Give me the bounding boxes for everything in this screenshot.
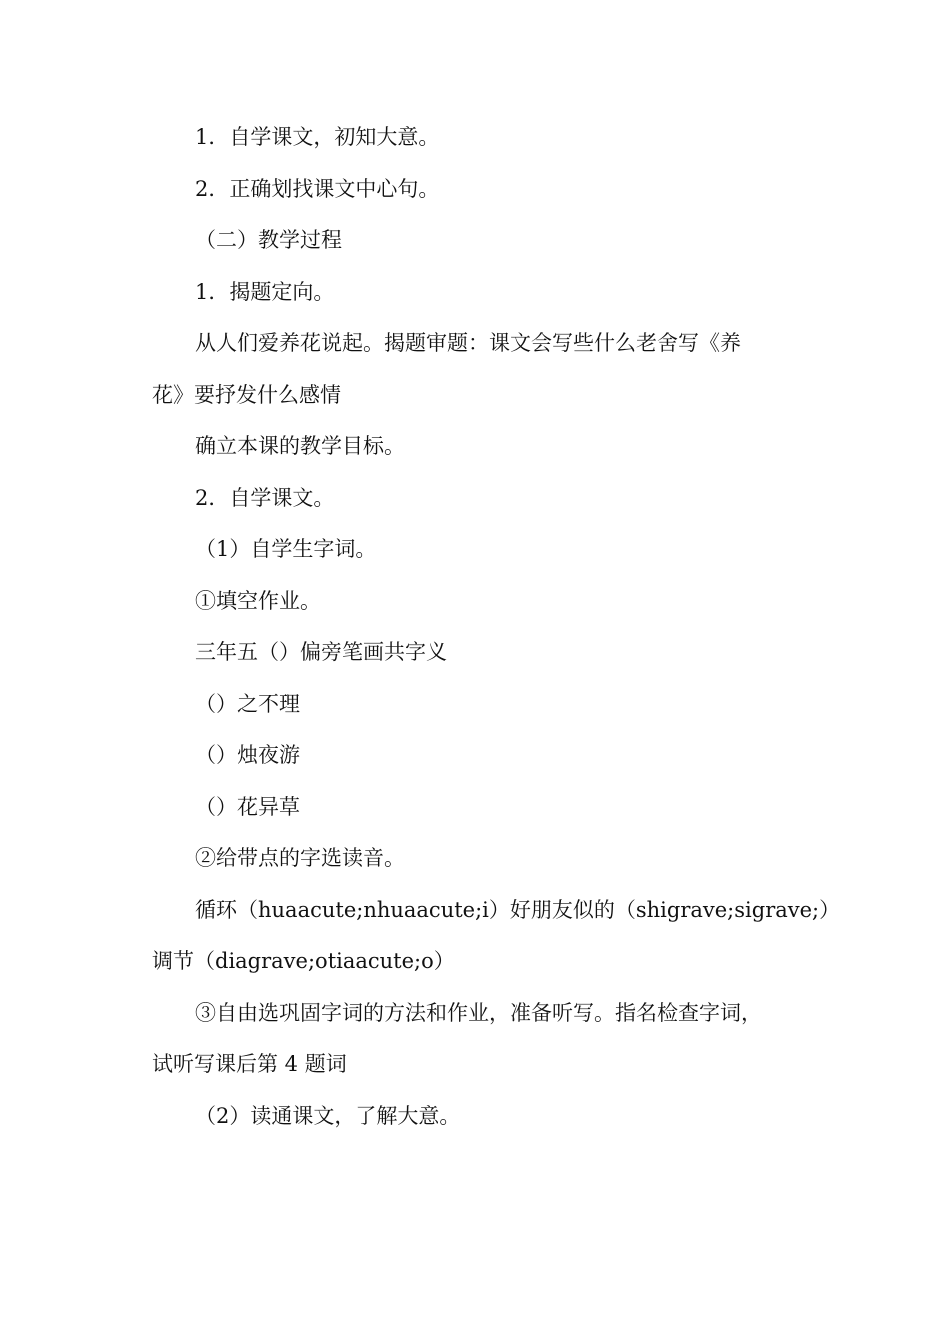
paragraph-line: （2）读通课文，了解大意。 [195, 1103, 461, 1128]
paragraph-line: （）花异草 [195, 794, 300, 819]
paragraph-line-continued: 花》要抒发什么感情 [152, 382, 341, 407]
paragraph-line: （1）自学生字词。 [195, 537, 377, 561]
document-body [152, 118, 841, 1148]
paragraph-line-continued: 调节（diagrave;otiaacute;o） [152, 949, 455, 973]
paragraph-line: ①填空作业。 [195, 588, 321, 613]
section-heading: （二）教学过程 [195, 228, 342, 252]
paragraph-line: 循环（huaacute;nhuaacute;i）好朋友似的（shigrave;sigrave;） [195, 897, 841, 922]
paragraph-line: （）之不理 [195, 691, 300, 716]
paragraph-line: ③自由选巩固字词的方法和作业，准备听写。指名检查字词， [195, 1000, 762, 1025]
paragraph-line: ②给带点的字选读音。 [195, 846, 405, 870]
paragraph-line: 2．正确划找课文中心句。 [195, 176, 440, 201]
paragraph-line: 1．自学课文，初知大意。 [195, 125, 440, 149]
paragraph-line: （）烛夜游 [195, 743, 300, 767]
paragraph-line: 三年五（）偏旁笔画共字义 [195, 640, 447, 664]
paragraph-line: 确立本课的教学目标。 [195, 434, 405, 458]
paragraph-line-continued: 试听写课后第 4 题词 [152, 1052, 347, 1076]
paragraph-line: 从人们爱养花说起。揭题审题：课文会写些什么老舍写《养 [195, 331, 741, 355]
paragraph-line: 2．自学课文。 [195, 485, 335, 510]
paragraph-line: 1．揭题定向。 [195, 279, 335, 304]
